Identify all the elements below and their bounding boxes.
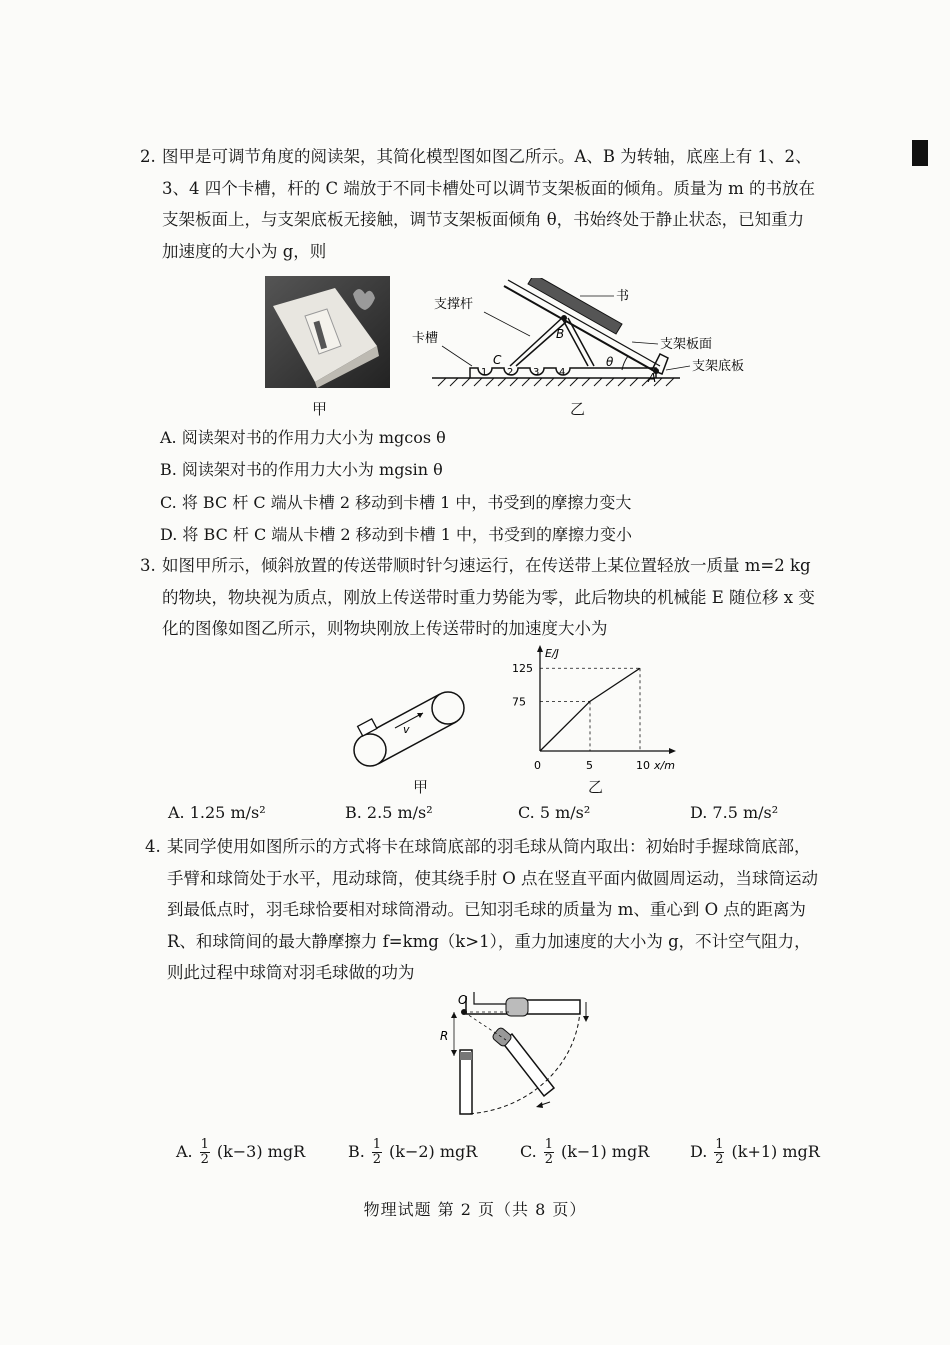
label-board: 支架板面 (660, 337, 713, 352)
frac-den: 2 (372, 1152, 382, 1167)
frac-den: 2 (200, 1152, 209, 1167)
q4-option-b-letter: B. (348, 1142, 365, 1161)
q3-jia-caption: 甲 (413, 778, 429, 796)
q3-option-a: A. 1.25 m/s² (168, 803, 266, 822)
label-C: C (493, 353, 502, 367)
frac-num: 1 (544, 1137, 553, 1152)
q4-option-c-expr: (k−1) mgR (560, 1142, 650, 1161)
page-edge-marker (912, 140, 928, 166)
x-axis-label: x/m (654, 759, 675, 772)
q4-line-4: R、和球筒间的最大静摩擦力 f=kmg（k>1），重力加速度的大小为 g，不计空气阻力， (167, 931, 811, 951)
q4-option-d-expr: (k+1) mgR (731, 1142, 820, 1161)
page-footer: 物理试题 第 2 页（共 8 页） (363, 1200, 587, 1219)
slot-2-label: 2 (507, 367, 514, 378)
q4-line-2: 手臂和球筒处于水平，甩动球筒，使其绕手肘 O 点在竖直平面内做圆周运动，当球筒运动 (167, 868, 819, 888)
q2-yi-caption: 乙 (570, 400, 586, 418)
q2-photo-jia (265, 276, 390, 388)
q3-line-3: 化的图像如图乙所示，则物块刚放上传送带时的加速度大小为 (162, 619, 608, 638)
label-O: O (458, 993, 468, 1007)
x-tick-label: 5 (586, 759, 593, 772)
label-theta: θ (606, 355, 614, 369)
q2-line-2: 3、4 四个卡槽，杆的 C 端放于不同卡槽处可以调节支架板面的倾角。质量为 m 的书放在 (162, 178, 815, 198)
q2-line-1: 图甲是可调节角度的阅读架，其简化模型图如图乙所示。A、B 为转轴，底座上有 1、2、 (162, 147, 812, 166)
label-base: 支架底板 (692, 359, 745, 374)
slot-1-label: 1 (481, 367, 488, 378)
q4-line-5: 则此过程中球筒对羽毛球做的功为 (167, 963, 415, 982)
q2-line-4: 加速度的大小为 g，则 (162, 241, 327, 261)
x-tick-label: 10 (636, 759, 650, 772)
slot-4-label: 4 (559, 367, 566, 378)
y-axis-label: E/J (545, 647, 559, 660)
q2-option-d: D. 将 BC 杆 C 端从卡槽 2 移动到卡槽 1 中，书受到的摩擦力变小 (160, 525, 633, 544)
q4-line-3: 到最低点时，羽毛球恰要相对球筒滑动。已知羽毛球的质量为 m、重心到 O 点的距离为 (167, 900, 806, 919)
q3-option-d: D. 7.5 m/s² (690, 803, 779, 822)
q2-diagram-yi (410, 278, 770, 396)
q4-option-a-letter: A. (176, 1142, 193, 1161)
question-3 (140, 550, 860, 645)
q2-number: 2. (140, 147, 156, 166)
q2-jia-caption: 甲 (312, 400, 328, 418)
question-4 (145, 831, 865, 989)
q4-option-d (690, 1138, 820, 1167)
q4-option-a (176, 1138, 305, 1167)
question-2 (140, 141, 860, 267)
label-slot: 卡槽 (412, 331, 439, 346)
q3-energy-chart (500, 645, 680, 775)
frac-den: 2 (715, 1152, 724, 1167)
q4-tube-figure (430, 990, 600, 1120)
q4-option-c-letter: C. (520, 1142, 537, 1161)
q3-yi-caption: 乙 (588, 778, 604, 796)
q3-line-1: 如图甲所示，倾斜放置的传送带顺时针匀速运行，在传送带上某位置轻放一质量 m=2 kg (162, 556, 811, 575)
frac-num: 1 (200, 1137, 209, 1152)
belt-velocity-label: v (403, 723, 410, 736)
q3-line-2: 的物块，物块视为质点，刚放上传送带时重力势能为零，此后物块的机械能 E 随位移 x 变 (162, 587, 815, 607)
frac-num: 1 (372, 1137, 382, 1152)
q2-line-3: 支架板面上，与支架底板无接触，调节支架板面倾角 θ，书始终处于静止状态，已知重力 (162, 210, 805, 229)
y-tick-label: 125 (512, 662, 533, 676)
label-A: A (648, 371, 657, 385)
q2-option-a: A. 阅读架对书的作用力大小为 mgcos θ (160, 428, 446, 447)
q3-number: 3. (140, 556, 156, 575)
q4-option-a-expr: (k−3) mgR (216, 1142, 306, 1161)
x-tick-label: 0 (534, 759, 541, 772)
q4-option-c (520, 1138, 649, 1167)
label-book: 书 (616, 289, 630, 304)
q4-option-d-letter: D. (690, 1142, 708, 1161)
q4-number: 4. (145, 837, 161, 856)
q3-option-b: B. 2.5 m/s² (345, 803, 433, 822)
label-R: R (440, 1029, 449, 1043)
y-tick-label: 75 (512, 695, 526, 709)
frac-num: 1 (715, 1137, 724, 1152)
q3-conveyor-figure (345, 680, 475, 775)
q2-option-b: B. 阅读架对书的作用力大小为 mgsin θ (160, 460, 443, 479)
x-axis-arrow (669, 748, 676, 754)
y-axis-arrow (537, 645, 543, 652)
label-support-rod: 支撑杆 (434, 297, 474, 312)
q4-option-b (348, 1138, 477, 1167)
q4-line-1: 某同学使用如图所示的方式将卡在球筒底部的羽毛球从筒内取出：初始时手握球筒底部， (167, 837, 811, 856)
label-B: B (556, 327, 565, 341)
q4-option-b-expr: (k−2) mgR (389, 1142, 478, 1161)
slot-3-label: 3 (533, 367, 540, 378)
frac-den: 2 (544, 1152, 553, 1167)
q3-option-c: C. 5 m/s² (518, 803, 591, 822)
q2-option-c: C. 将 BC 杆 C 端从卡槽 2 移动到卡槽 1 中，书受到的摩擦力变大 (160, 493, 632, 512)
